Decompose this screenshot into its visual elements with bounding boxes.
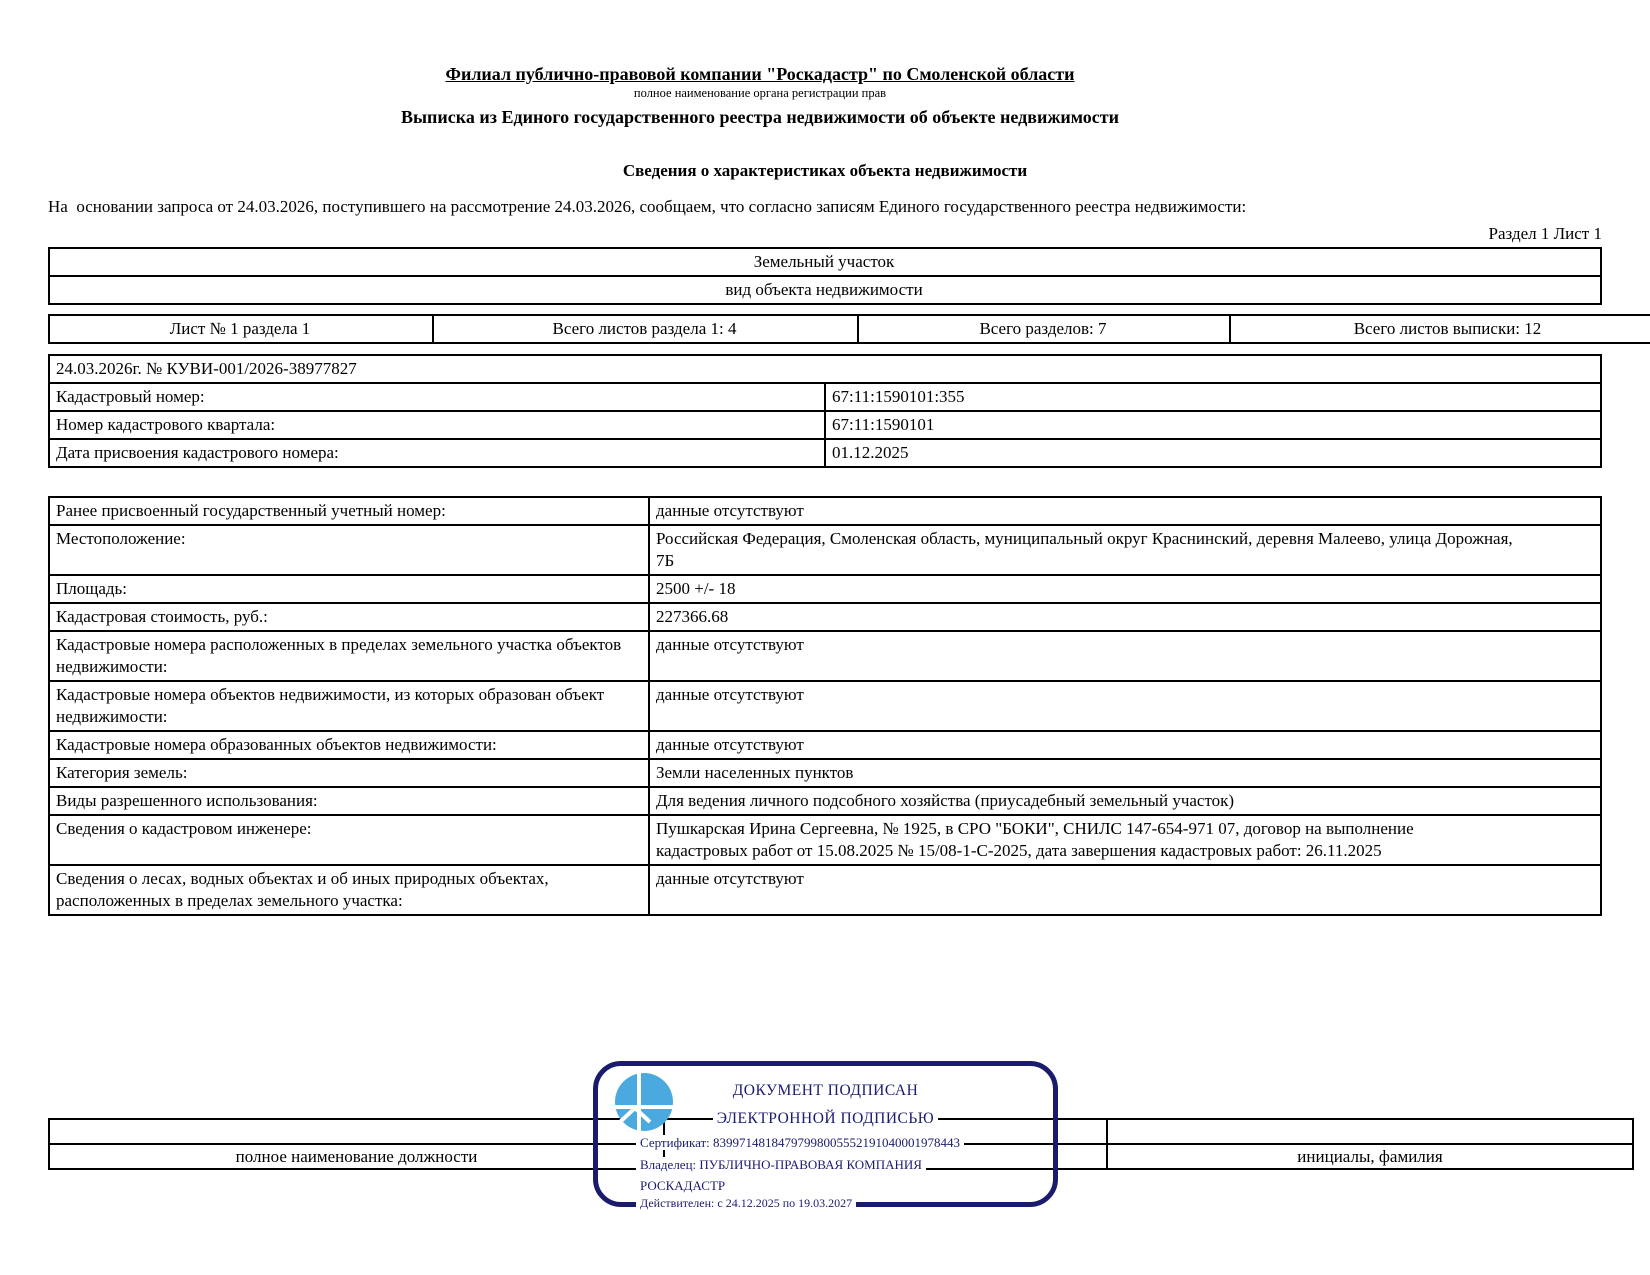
sheet-info-cell: Всего листов выписки: 12 [1230,315,1650,343]
stamp-owner-line1: Владелец: ПУБЛИЧНО-ПРАВОВАЯ КОМПАНИЯ [636,1157,926,1173]
value-cell: 67:11:1590101:355 [825,383,1601,411]
value-cell: данные отсутствуют [649,731,1601,759]
table-row [49,525,1601,575]
table-row [49,355,1601,383]
signature-position-space [49,1119,664,1144]
value-cell: 67:11:1590101 [825,411,1601,439]
table-row [49,383,1601,411]
table-row [49,603,1601,631]
sheet-info-cell: Всего листов раздела 1: 4 [433,315,858,343]
table-row [49,865,1601,915]
table-row [49,815,1601,865]
org-name-title: Филиал публично-правовой компании "Роскадастр" по Смоленской области [445,64,1075,84]
label-cell: Кадастровые номера образованных объектов недвижимости: [49,731,649,759]
table-row [49,575,1601,603]
stamp-certificate-line: Сертификат: 83997148184797998005552191040001978443 [636,1135,964,1151]
electronic-signature-stamp [593,1061,1058,1210]
value-cell: Для ведения личного подсобного хозяйства (приусадебный земельный участок) [649,787,1601,815]
stamp-owner-line2: РОСКАДАСТР [636,1178,729,1194]
section-page-label: Раздел 1 Лист 1 [1488,224,1602,243]
stamp-title-line1: ДОКУМЕНТ ПОДПИСАН [598,1082,1053,1100]
value-cell: данные отсутствуют [649,681,1601,731]
table-row [49,631,1601,681]
label-cell: Сведения о кадастровом инженере: [49,815,649,865]
label-cell: Местоположение: [49,525,649,575]
label-cell: Виды разрешенного использования: [49,787,649,815]
table-row [49,439,1601,467]
table-row [49,497,1601,525]
label-cell: Сведения о лесах, водных объектах и об иных природных объектах, расположенных в пределах земельного участка: [49,865,649,915]
value-cell: 227366.68 [649,603,1601,631]
object-type-value: Земельный участок [49,248,1601,276]
value-cell: 01.12.2025 [825,439,1601,467]
label-cell: Кадастровый номер: [49,383,825,411]
value-cell: Земли населенных пунктов [649,759,1601,787]
request-date-number: 24.03.2026г. № КУВИ-001/2026-38977827 [49,355,1601,383]
signature-position-caption: полное наименование должности [49,1144,664,1169]
signature-name-caption: инициалы, фамилия [1107,1144,1633,1169]
table-row [49,759,1601,787]
org-name-caption: полное наименование органа регистрации прав [633,86,887,100]
value-cell: Российская Федерация, Смоленская область, муниципальный округ Краснинский, деревня Малеево, улица Дорожная, 7Б [649,525,1601,575]
stamp-validity-line: Действителен: с 24.12.2025 по 19.03.2027 [636,1196,856,1211]
label-cell: Площадь: [49,575,649,603]
table-row [49,315,1650,343]
request-basis-line: На основании запроса от 24.03.2026, поступившего на рассмотрение 24.03.2026, сообщаем, что согласно записям Единого государственного реестра недвижимости: [48,197,1247,216]
label-cell: Дата присвоения кадастрового номера: [49,439,825,467]
label-cell: Ранее присвоенный государственный учетный номер: [49,497,649,525]
value-cell: данные отсутствуют [649,497,1601,525]
object-type-table [48,247,1602,305]
object-type-caption: вид объекта недвижимости [49,276,1601,304]
registry-header-table [48,354,1602,468]
label-cell: Номер кадастрового квартала: [49,411,825,439]
table-row [49,787,1601,815]
document-title: Выписка из Единого государственного реестра недвижимости об объекте недвижимости [401,107,1119,127]
label-cell: Кадастровые номера объектов недвижимости, из которых образован объект недвижимости: [49,681,649,731]
label-cell: Кадастровая стоимость, руб.: [49,603,649,631]
value-cell: данные отсутствуют [649,631,1601,681]
table-row [49,681,1601,731]
table-row [49,411,1601,439]
signature-name-space [1107,1119,1633,1144]
sheet-info-table [48,314,1650,344]
value-cell: Пушкарская Ирина Сергеевна, № 1925, в СРО "БОКИ", СНИЛС 147-654-971 07, договор на выполнение кадастровых работ от 15.08.2025 № 15/08-1-С-2025, дата завершения кадастровых работ: 26.11.2025 [649,815,1601,865]
value-cell: данные отсутствуют [649,865,1601,915]
section-title: Сведения о характеристиках объекта недвижимости [622,161,1028,180]
document-content [48,0,1602,916]
table-row [49,276,1601,304]
table-row [49,248,1601,276]
label-cell: Кадастровые номера расположенных в пределах земельного участка объектов недвижимости: [49,631,649,681]
stamp-title-line2: ЭЛЕКТРОННОЙ ПОДПИСЬЮ [598,1110,1053,1128]
label-cell: Категория земель: [49,759,649,787]
sheet-info-cell: Лист № 1 раздела 1 [49,315,433,343]
table-row [49,731,1601,759]
value-cell: 2500 +/- 18 [649,575,1601,603]
sheet-info-cell: Всего разделов: 7 [858,315,1230,343]
object-details-table [48,496,1602,916]
